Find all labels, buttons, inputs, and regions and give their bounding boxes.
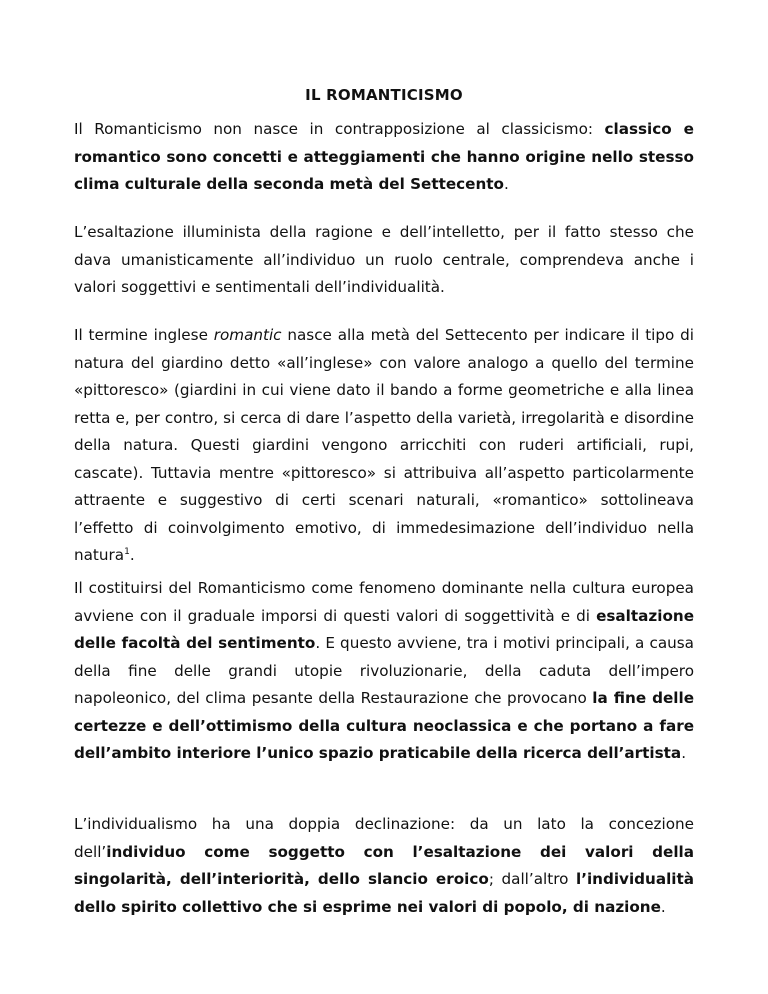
page-title: IL ROMANTICISMO bbox=[305, 86, 463, 104]
paragraph-4-bold-1: esaltazione delle facoltà del sentimento bbox=[74, 606, 694, 652]
paragraph-5-text-1: L’individualismo ha una doppia declinazione: da un lato la concezione dell’ bbox=[74, 815, 694, 861]
paragraph-1 bbox=[74, 116, 694, 199]
paragraph-4-text-2: . E questo avviene, tra i motivi principali, a causa della fine delle grandi utopie rivoluzionarie, della caduta dell’impero napoleonico, del clima pesante della Restaurazione che provocano bbox=[74, 634, 694, 707]
paragraph-5 bbox=[74, 811, 694, 921]
paragraph-1-text-2: . bbox=[503, 175, 509, 193]
paragraph-3-italic-term: romantic bbox=[213, 326, 282, 344]
paragraph-5-text-3: . bbox=[660, 897, 666, 916]
paragraph-3-text-1: Il termine inglese bbox=[74, 326, 214, 344]
paragraph-2 bbox=[74, 219, 694, 302]
paragraph-4-text-3: . bbox=[681, 744, 687, 762]
paragraph-4-bold-2: la fine delle certezze e dell’ottimismo della cultura neoclassica e che portano a fare dell’ambito interiore l’unico spazio praticabile della ricerca dell’artista bbox=[74, 689, 694, 762]
paragraph-3 bbox=[74, 322, 694, 570]
paragraph-2-text-1: L’esaltazione illuminista della ragione e dell’intelletto, per il fatto stesso che dava umanisticamente all’individuo un ruolo centrale, comprendeva anche i valori soggettivi e sentimentali dell’individualità. bbox=[74, 223, 694, 296]
footnote-marker[interactable]: 1 bbox=[124, 546, 130, 557]
paragraph-5-text-2: ; dall’altro bbox=[488, 870, 576, 888]
paragraph-1-bold-1: classico e romantico sono concetti e atteggiamenti che hanno origine nello stesso clima culturale della seconda metà del Settecento bbox=[74, 120, 694, 193]
paragraph-3-text-2: nasce alla metà del Settecento per indicare il tipo di natura del giardino detto «all’inglese» con valore analogo a quello del termine «pittoresco» (giardini in cui viene dato il bando a forme geometriche e alla linea retta e, per contro, si cerca di dare l’aspetto della varietà, irregolarità e disordine della natura. Questi giardini vengono arricchiti con ruderi artificiali, rupi, cascate). Tuttavia mentre «pittoresco» si attribuiva all’aspetto particolarmente attraente e suggestivo di certi scenari naturali, «romantico» sottolineava l’effetto di coinvolgimento emotivo, di immedesimazione dell’individuo nella natura bbox=[74, 326, 694, 564]
paragraph-5-bold-2: l’individualità dello spirito collettivo che si esprime nei valori di popolo, di nazione bbox=[74, 870, 695, 916]
paragraph-4-text-1: Il costituirsi del Romanticismo come fenomeno dominante nella cultura europea avviene con il graduale imporsi di questi valori di soggettività e di bbox=[74, 579, 694, 625]
paragraph-3-text-3: . bbox=[129, 546, 135, 564]
paragraph-1-text-1: Il Romanticismo non nasce in contrapposizione al classicismo: bbox=[74, 120, 605, 138]
paragraph-5-bold-1: individuo come soggetto con l’esaltazione dei valori della singolarità, dell’interiorità, dello slancio eroico bbox=[74, 842, 694, 888]
paragraph-4 bbox=[74, 575, 694, 768]
